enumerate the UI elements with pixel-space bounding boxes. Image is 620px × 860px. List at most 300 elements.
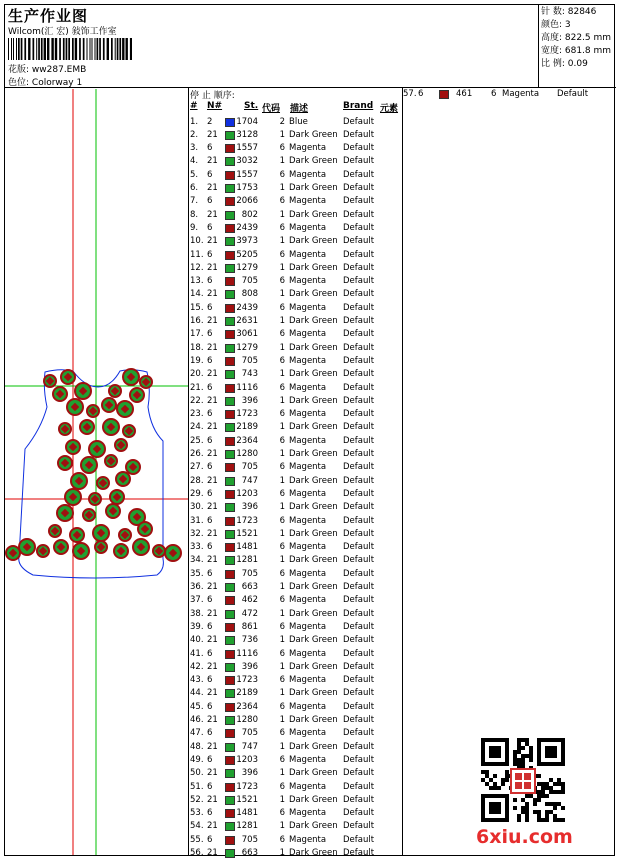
row-brand: Default bbox=[343, 661, 375, 672]
embroidery-motif bbox=[95, 541, 107, 553]
row-stitches: 705 bbox=[241, 276, 258, 287]
row-index: 20. bbox=[190, 369, 204, 380]
table-row bbox=[189, 155, 401, 168]
row-index: 38. bbox=[190, 608, 204, 619]
colorway-value: Colorway 1 bbox=[31, 78, 83, 88]
row-index: 55. bbox=[190, 834, 204, 845]
row-code: 1 bbox=[279, 369, 285, 380]
row-brand: Default bbox=[343, 688, 375, 699]
row-description: Magenta bbox=[289, 382, 327, 393]
row-description: Dark Green bbox=[289, 661, 338, 672]
row-description: Dark Green bbox=[289, 262, 338, 273]
embroidery-motif bbox=[117, 401, 133, 417]
embroidery-motif bbox=[115, 439, 127, 451]
row-code: 6 bbox=[279, 302, 285, 313]
embroidery-motif bbox=[89, 493, 101, 505]
stats-divider bbox=[538, 4, 539, 88]
row-index: 1. bbox=[190, 116, 199, 127]
row-index: 48. bbox=[190, 741, 204, 752]
embroidery-motif bbox=[67, 399, 83, 415]
row-stitches: 2189 bbox=[236, 688, 258, 699]
row-stitches: 705 bbox=[241, 834, 258, 845]
row-stitches: 2189 bbox=[236, 422, 258, 433]
embroidery-motif bbox=[44, 375, 56, 387]
row-stitches: 1723 bbox=[236, 675, 258, 686]
row-description: Magenta bbox=[289, 249, 327, 260]
row-description: Magenta bbox=[289, 701, 327, 712]
row-description: Dark Green bbox=[289, 582, 338, 592]
row-description: Dark Green bbox=[289, 289, 338, 300]
row-code: 6 bbox=[279, 781, 285, 792]
table-row bbox=[189, 421, 401, 434]
overflow-code: 6 bbox=[491, 89, 497, 99]
row-brand: Default bbox=[343, 728, 375, 739]
row-needle: 21 bbox=[207, 794, 218, 805]
row-code: 1 bbox=[279, 608, 285, 619]
row-needle: 21 bbox=[207, 289, 218, 300]
col-header-element: 元素 bbox=[380, 104, 399, 114]
row-needle: 6 bbox=[207, 568, 213, 579]
row-needle: 6 bbox=[207, 222, 213, 233]
row-stitches: 1281 bbox=[236, 555, 258, 566]
row-code: 6 bbox=[279, 169, 285, 180]
row-code: 1 bbox=[279, 209, 285, 220]
row-code: 6 bbox=[279, 754, 285, 765]
table-row bbox=[189, 701, 401, 714]
row-brand: Default bbox=[343, 582, 375, 592]
table-row bbox=[189, 328, 401, 341]
row-brand: Default bbox=[343, 834, 375, 845]
embroidery-motif bbox=[123, 369, 139, 385]
row-description: Dark Green bbox=[289, 342, 338, 353]
row-brand: Default bbox=[343, 276, 375, 287]
row-needle: 6 bbox=[207, 302, 213, 313]
col-header-needle: N# bbox=[207, 101, 223, 111]
table-row bbox=[189, 209, 401, 222]
row-code: 1 bbox=[279, 236, 285, 247]
row-brand: Default bbox=[343, 262, 375, 273]
row-description: Dark Green bbox=[289, 741, 338, 752]
row-stitches: 3128 bbox=[236, 129, 258, 140]
embroidery-motif bbox=[53, 387, 67, 401]
row-brand: Default bbox=[343, 675, 375, 686]
row-needle: 6 bbox=[207, 542, 213, 553]
row-stitches: 1281 bbox=[236, 821, 258, 832]
row-brand: Default bbox=[343, 222, 375, 233]
embroidery-motif bbox=[119, 529, 131, 541]
embroidery-motif bbox=[87, 405, 99, 417]
design-file-label: 花版: bbox=[8, 65, 30, 75]
row-stitches: 663 bbox=[241, 582, 258, 592]
row-stitches: 1280 bbox=[236, 715, 258, 725]
embroidery-motif bbox=[130, 388, 144, 402]
row-stitches: 2066 bbox=[236, 196, 258, 207]
row-brand: Default bbox=[343, 209, 375, 220]
row-stitches: 1723 bbox=[236, 515, 258, 526]
embroidery-motif bbox=[105, 455, 117, 467]
row-brand: Default bbox=[343, 409, 375, 420]
watermark-text: 6xiu.com bbox=[476, 826, 573, 848]
row-brand: Default bbox=[343, 621, 375, 632]
row-index: 7. bbox=[190, 196, 199, 207]
table-row bbox=[189, 368, 401, 381]
row-stitches: 802 bbox=[241, 209, 258, 220]
row-stitches: 462 bbox=[241, 595, 258, 606]
row-code: 6 bbox=[279, 834, 285, 845]
table-row bbox=[189, 515, 401, 528]
row-code: 2 bbox=[279, 116, 285, 127]
row-needle: 6 bbox=[207, 169, 213, 180]
overflow-index: 57. bbox=[403, 89, 417, 99]
row-code: 1 bbox=[279, 582, 285, 592]
table-row bbox=[189, 834, 401, 847]
row-needle: 6 bbox=[207, 329, 213, 340]
row-code: 6 bbox=[279, 542, 285, 553]
table-row bbox=[189, 767, 401, 780]
table-row bbox=[189, 355, 401, 368]
row-needle: 21 bbox=[207, 502, 218, 513]
row-code: 6 bbox=[279, 355, 285, 366]
table-row bbox=[189, 262, 401, 275]
row-needle: 6 bbox=[207, 834, 213, 845]
embroidery-motif bbox=[106, 504, 120, 518]
company-name: Wilcom(汇 宏) 敍饰工作室 bbox=[8, 27, 117, 37]
page-title: 生产作业图 bbox=[8, 7, 89, 25]
row-brand: Default bbox=[343, 395, 375, 406]
row-description: Magenta bbox=[289, 808, 327, 819]
embroidery-motif bbox=[75, 383, 91, 399]
row-needle: 6 bbox=[207, 276, 213, 287]
embroidery-motif bbox=[66, 440, 80, 454]
row-description: Magenta bbox=[289, 568, 327, 579]
row-index: 19. bbox=[190, 355, 204, 366]
embroidery-preview bbox=[5, 89, 188, 855]
row-code: 6 bbox=[279, 329, 285, 340]
table-row bbox=[189, 475, 401, 488]
row-needle: 6 bbox=[207, 808, 213, 819]
row-needle: 21 bbox=[207, 475, 218, 486]
row-code: 6 bbox=[279, 488, 285, 499]
row-brand: Default bbox=[343, 183, 375, 193]
row-needle: 21 bbox=[207, 688, 218, 699]
row-needle: 21 bbox=[207, 262, 218, 273]
embroidery-motif bbox=[49, 525, 61, 537]
row-index: 3. bbox=[190, 143, 199, 154]
embroidery-motif bbox=[57, 505, 73, 521]
row-index: 31. bbox=[190, 515, 204, 526]
embroidery-motif bbox=[89, 441, 105, 457]
row-brand: Default bbox=[343, 435, 375, 446]
row-brand: Default bbox=[343, 129, 375, 140]
row-brand: Default bbox=[343, 355, 375, 366]
embroidery-motif bbox=[133, 539, 149, 555]
table-row bbox=[189, 661, 401, 674]
row-needle: 6 bbox=[207, 488, 213, 499]
row-code: 1 bbox=[279, 715, 285, 725]
table-row bbox=[189, 435, 401, 448]
row-code: 1 bbox=[279, 129, 285, 140]
row-code: 1 bbox=[279, 289, 285, 300]
row-needle: 6 bbox=[207, 435, 213, 446]
row-description: Dark Green bbox=[289, 236, 338, 247]
table-row bbox=[189, 528, 401, 541]
row-needle: 21 bbox=[207, 209, 218, 220]
row-needle: 21 bbox=[207, 449, 218, 459]
row-needle: 6 bbox=[207, 462, 213, 473]
row-brand: Default bbox=[343, 342, 375, 353]
row-index: 47. bbox=[190, 728, 204, 739]
row-description: Magenta bbox=[289, 834, 327, 845]
row-needle: 21 bbox=[207, 582, 218, 592]
row-brand: Default bbox=[343, 156, 375, 167]
row-code: 6 bbox=[279, 568, 285, 579]
row-description: Magenta bbox=[289, 435, 327, 446]
row-description: Magenta bbox=[289, 781, 327, 792]
stop-sequence-title: 停 止 顺序: bbox=[190, 91, 235, 101]
table-row bbox=[189, 382, 401, 395]
row-description: Dark Green bbox=[289, 555, 338, 566]
table-row bbox=[189, 608, 401, 621]
row-index: 43. bbox=[190, 675, 204, 686]
row-brand: Default bbox=[343, 754, 375, 765]
row-description: Magenta bbox=[289, 488, 327, 499]
table-row bbox=[189, 408, 401, 421]
col-header-code: 代码 bbox=[262, 104, 281, 114]
header-divider bbox=[4, 87, 616, 88]
colorway-label: 色位: bbox=[8, 78, 30, 88]
row-index: 37. bbox=[190, 595, 204, 606]
overflow-description: Magenta bbox=[502, 89, 540, 99]
row-stitches: 736 bbox=[241, 635, 258, 646]
row-brand: Default bbox=[343, 768, 375, 779]
embroidery-motif bbox=[71, 473, 87, 489]
embroidery-motif bbox=[37, 545, 49, 557]
embroidery-motif bbox=[73, 543, 89, 559]
row-brand: Default bbox=[343, 116, 375, 127]
table-row bbox=[189, 129, 401, 142]
overflow-stitches: 461 bbox=[456, 89, 473, 99]
table-row bbox=[189, 288, 401, 301]
row-needle: 6 bbox=[207, 143, 213, 154]
embroidery-motif bbox=[61, 370, 75, 384]
design-file-name: ww287.EMB bbox=[31, 65, 87, 75]
row-code: 6 bbox=[279, 675, 285, 686]
table-row bbox=[189, 754, 401, 767]
row-stitches: 2364 bbox=[236, 435, 258, 446]
table-row bbox=[189, 142, 401, 155]
table-row bbox=[189, 687, 401, 700]
row-code: 6 bbox=[279, 196, 285, 207]
row-index: 41. bbox=[190, 648, 204, 659]
row-description: Dark Green bbox=[289, 848, 338, 858]
row-stitches: 1279 bbox=[236, 342, 258, 353]
row-brand: Default bbox=[343, 382, 375, 393]
row-code: 6 bbox=[279, 462, 285, 473]
row-code: 1 bbox=[279, 156, 285, 167]
row-stitches: 396 bbox=[241, 502, 258, 513]
overflow-row bbox=[403, 89, 603, 102]
table-row bbox=[189, 541, 401, 554]
row-index: 56. bbox=[190, 848, 204, 858]
row-stitches: 2439 bbox=[236, 222, 258, 233]
row-description: Magenta bbox=[289, 409, 327, 420]
row-needle: 21 bbox=[207, 422, 218, 433]
row-needle: 21 bbox=[207, 316, 218, 326]
embroidery-motif bbox=[97, 477, 109, 489]
row-stitches: 705 bbox=[241, 568, 258, 579]
stat-colors: 颜色: 3 bbox=[541, 20, 571, 30]
row-description: Dark Green bbox=[289, 688, 338, 699]
row-index: 26. bbox=[190, 449, 204, 459]
row-description: Dark Green bbox=[289, 608, 338, 619]
row-description: Magenta bbox=[289, 355, 327, 366]
row-stitches: 2364 bbox=[236, 701, 258, 712]
row-description: Blue bbox=[289, 116, 308, 127]
row-index: 2. bbox=[190, 129, 199, 140]
row-stitches: 747 bbox=[241, 475, 258, 486]
table-row bbox=[189, 554, 401, 567]
embroidery-motif bbox=[140, 376, 152, 388]
row-brand: Default bbox=[343, 236, 375, 247]
row-code: 1 bbox=[279, 528, 285, 539]
row-needle: 6 bbox=[207, 621, 213, 632]
stat-stitches: 针 数: 82846 bbox=[541, 7, 597, 17]
row-code: 6 bbox=[279, 143, 285, 154]
row-needle: 6 bbox=[207, 595, 213, 606]
row-code: 1 bbox=[279, 395, 285, 406]
embroidery-motif bbox=[138, 522, 152, 536]
row-stitches: 705 bbox=[241, 355, 258, 366]
embroidery-motif bbox=[80, 420, 94, 434]
row-stitches: 472 bbox=[241, 608, 258, 619]
row-index: 33. bbox=[190, 542, 204, 553]
row-needle: 6 bbox=[207, 754, 213, 765]
row-code: 1 bbox=[279, 475, 285, 486]
table-row bbox=[189, 169, 401, 182]
row-stitches: 743 bbox=[241, 369, 258, 380]
row-code: 1 bbox=[279, 502, 285, 513]
table-row bbox=[189, 488, 401, 501]
row-code: 6 bbox=[279, 222, 285, 233]
row-index: 22. bbox=[190, 395, 204, 406]
row-needle: 21 bbox=[207, 129, 218, 140]
row-brand: Default bbox=[343, 462, 375, 473]
row-stitches: 1521 bbox=[236, 794, 258, 805]
row-brand: Default bbox=[343, 316, 375, 326]
table-row bbox=[189, 501, 401, 514]
row-stitches: 1704 bbox=[236, 116, 258, 127]
row-code: 1 bbox=[279, 688, 285, 699]
row-index: 6. bbox=[190, 183, 199, 193]
row-index: 46. bbox=[190, 715, 204, 725]
row-brand: Default bbox=[343, 143, 375, 154]
table-row bbox=[189, 741, 401, 754]
row-index: 18. bbox=[190, 342, 204, 353]
row-description: Magenta bbox=[289, 754, 327, 765]
row-code: 6 bbox=[279, 808, 285, 819]
row-needle: 21 bbox=[207, 768, 218, 779]
row-code: 1 bbox=[279, 661, 285, 672]
table-row bbox=[189, 461, 401, 474]
overflow-color-swatch bbox=[439, 90, 449, 99]
row-index: 16. bbox=[190, 316, 204, 326]
table-row bbox=[189, 448, 401, 461]
row-stitches: 1279 bbox=[236, 262, 258, 273]
row-stitches: 1557 bbox=[236, 169, 258, 180]
row-index: 14. bbox=[190, 289, 204, 300]
row-index: 28. bbox=[190, 475, 204, 486]
row-index: 45. bbox=[190, 701, 204, 712]
row-description: Magenta bbox=[289, 329, 327, 340]
row-description: Dark Green bbox=[289, 502, 338, 513]
embroidery-motif bbox=[6, 546, 20, 560]
row-description: Dark Green bbox=[289, 475, 338, 486]
row-index: 39. bbox=[190, 621, 204, 632]
row-needle: 6 bbox=[207, 382, 213, 393]
embroidery-motif bbox=[153, 545, 165, 557]
row-stitches: 1723 bbox=[236, 409, 258, 420]
row-brand: Default bbox=[343, 808, 375, 819]
row-stitches: 3032 bbox=[236, 156, 258, 167]
row-description: Dark Green bbox=[289, 715, 338, 725]
row-brand: Default bbox=[343, 488, 375, 499]
row-index: 15. bbox=[190, 302, 204, 313]
row-code: 6 bbox=[279, 249, 285, 260]
row-description: Dark Green bbox=[289, 316, 338, 326]
red-seal-icon bbox=[510, 768, 536, 794]
row-brand: Default bbox=[343, 595, 375, 606]
row-needle: 21 bbox=[207, 635, 218, 646]
row-code: 6 bbox=[279, 648, 285, 659]
row-description: Dark Green bbox=[289, 821, 338, 832]
row-index: 5. bbox=[190, 169, 199, 180]
stat-scale: 比 例: 0.09 bbox=[541, 59, 588, 69]
table-row bbox=[189, 674, 401, 687]
row-description: Magenta bbox=[289, 196, 327, 207]
row-code: 1 bbox=[279, 848, 285, 858]
row-brand: Default bbox=[343, 515, 375, 526]
row-code: 1 bbox=[279, 794, 285, 805]
embroidery-motif bbox=[54, 540, 68, 554]
overflow-brand: Default bbox=[557, 89, 589, 99]
row-description: Magenta bbox=[289, 515, 327, 526]
row-index: 9. bbox=[190, 222, 199, 233]
row-stitches: 396 bbox=[241, 768, 258, 779]
row-index: 13. bbox=[190, 276, 204, 287]
row-code: 1 bbox=[279, 342, 285, 353]
row-description: Magenta bbox=[289, 621, 327, 632]
embroidery-motif bbox=[19, 539, 35, 555]
design-stats bbox=[541, 6, 611, 71]
row-code: 6 bbox=[279, 595, 285, 606]
row-index: 53. bbox=[190, 808, 204, 819]
row-brand: Default bbox=[343, 502, 375, 513]
row-stitches: 3061 bbox=[236, 329, 258, 340]
row-stitches: 808 bbox=[241, 289, 258, 300]
row-needle: 21 bbox=[207, 661, 218, 672]
row-code: 1 bbox=[279, 768, 285, 779]
row-description: Magenta bbox=[289, 222, 327, 233]
row-needle: 2 bbox=[207, 116, 213, 127]
row-description: Magenta bbox=[289, 276, 327, 287]
row-stitches: 861 bbox=[241, 621, 258, 632]
row-needle: 21 bbox=[207, 741, 218, 752]
row-stitches: 705 bbox=[241, 728, 258, 739]
row-description: Dark Green bbox=[289, 528, 338, 539]
row-index: 51. bbox=[190, 781, 204, 792]
row-stitches: 663 bbox=[241, 848, 258, 858]
row-brand: Default bbox=[343, 289, 375, 300]
